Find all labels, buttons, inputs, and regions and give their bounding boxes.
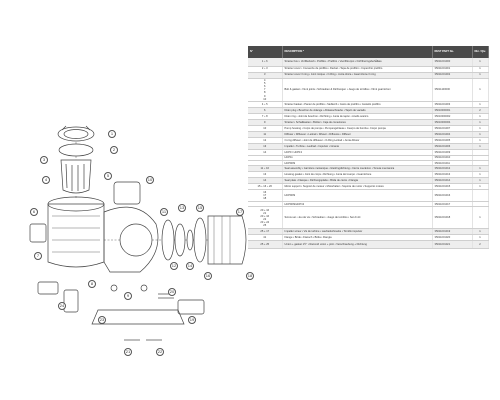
table-row	[248, 58, 488, 66]
cell-part-number: 35011001001	[432, 66, 472, 72]
cell-description: O-ring diffuser • Joint de diffuseur • O-Ring Leitrad • Junta difusor	[282, 138, 432, 144]
cell-description: HCP9/09	[282, 190, 432, 202]
outlet-port	[114, 182, 140, 204]
cell-description: Pump housing • Corps de pompe • Pumpengehäuse • Cuerpo de bomba • Corpo pompa	[282, 126, 432, 132]
cell-description: Strainer box • Vorfilterkorb • Préfiltre • Prefiltro • Voorfiltrerpot • Förfiltreringsbehållare	[282, 58, 432, 66]
cell-part-number: 35011001011	[432, 160, 472, 165]
cell-position: 20 + 16 21 20 + 16 22 23 + 24 25	[248, 207, 282, 229]
cell-quantity: 1	[472, 172, 488, 178]
cell-position: 13	[248, 172, 282, 178]
cell-part-number: 35011001021	[432, 241, 472, 249]
cell-position: 14	[248, 178, 282, 184]
exploded-view-drawing	[28, 112, 254, 364]
cell-quantity: 1	[472, 229, 488, 235]
cell-quantity: 1	[472, 126, 488, 132]
cell-description: Union + gasket 1½" • Raccord union + joint • Verschraubung + Dichtung	[282, 241, 432, 249]
cell-position: 4 ÷ 5	[248, 102, 282, 108]
callout-number: 2	[110, 146, 118, 154]
cell-position: 13	[248, 144, 282, 150]
drain-plug	[111, 285, 117, 291]
cell-description: Drain plug • Bouchon de vidange • Ablassschraube • Tapón de vaciado	[282, 108, 432, 114]
header-part-number: REST PART No.	[432, 46, 472, 58]
callout-number: 22	[157, 349, 163, 354]
callout-number: 8	[88, 280, 96, 288]
cell-position: 4 5 6 7 8 9 10	[248, 78, 282, 102]
callout-number: 14	[187, 263, 193, 268]
cell-description: Flange • Bride • Flansch • Brida • Flangia	[282, 235, 432, 241]
cell-position: 10	[248, 126, 282, 132]
cell-part-number: 35011001013	[432, 172, 472, 178]
cell-part-number: 35011001016	[432, 190, 472, 202]
table-header-row	[248, 46, 488, 58]
cell-quantity	[472, 190, 488, 202]
cell-position: 16 17 18	[248, 190, 282, 202]
cell-quantity: 1	[472, 78, 488, 102]
cell-position: 25 + 25	[248, 241, 282, 249]
callout-number: 5	[104, 172, 112, 180]
cell-position: 3	[248, 72, 282, 78]
cell-description: Drain ring • Joint de bouchon • Dichtring • Junta de tapón • Anello scarico	[282, 114, 432, 120]
strainer-housing	[48, 204, 104, 267]
cell-description: Impeller screw • Vis de turbine • Laufradschraube • Tornillo impulsor	[282, 229, 432, 235]
union-nut	[38, 282, 58, 294]
cell-part-number: 35011001006	[432, 144, 472, 150]
cell-position: 9	[248, 120, 282, 126]
cell-part-number: 35011100000	[432, 78, 472, 102]
cell-description: HCP9 / HCP13	[282, 150, 432, 155]
cell-description: Screw set • Jeu de vis • Schrauben • Juego de tornillos • Set di viti	[282, 207, 432, 229]
seal-plate	[194, 218, 206, 262]
cell-description: Seal assembly • Garniture mécanique • Gleitringdichtung • Cierre mecánico • Tenuta meccanica	[282, 166, 432, 172]
cell-description: HCP11	[282, 155, 432, 160]
cell-position: 6	[248, 108, 282, 114]
mechanical-seal	[187, 230, 193, 250]
cell-position: 7 ÷ 8	[248, 114, 282, 120]
cell-description: Impeller • Turbine • Laufrad • Impulsor • Girante	[282, 144, 432, 150]
callout-number: 1	[108, 130, 116, 138]
callout-number: 12	[171, 263, 177, 268]
parts-table-body	[248, 58, 488, 249]
cell-part-number: 35010000001	[432, 108, 472, 114]
cell-description: Diffuser • Diffuseur • Leitrad • Difusor • Diffusore • Diffusor	[282, 132, 432, 138]
cell-quantity: 1	[472, 166, 488, 172]
callout-number: 17	[237, 209, 243, 214]
cell-part-number: 35011001010	[432, 155, 472, 160]
callout-number: 7	[34, 252, 42, 260]
cell-part-number: 35011001004	[432, 132, 472, 138]
cell-description: HCP9/09/HCP13	[282, 202, 432, 207]
cell-description: Strainer cover O-ring • Joint torique • O-Ring • Junta tórica • Guarnizione O-ring	[282, 72, 432, 78]
cell-part-number: 35011001000	[432, 58, 472, 66]
header-position: N°	[248, 46, 282, 58]
diffuser	[162, 220, 174, 260]
table-row	[248, 207, 488, 229]
cell-quantity: 2	[472, 108, 488, 114]
callout-number: 3	[40, 156, 48, 164]
callout-number: 20	[169, 289, 175, 294]
cell-part-number: 35011001003	[432, 102, 472, 108]
callout-number: 19	[189, 317, 195, 322]
cell-part-number: 35011001014	[432, 178, 472, 184]
cell-part-number: 35010000002	[432, 114, 472, 120]
pump-base	[92, 310, 184, 324]
cell-quantity: 1	[472, 102, 488, 108]
cell-part-number: 35010000004	[432, 120, 472, 126]
table-row	[248, 241, 488, 249]
cell-part-number: 35011001017	[432, 202, 472, 207]
cell-position: 11 ÷ 16	[248, 166, 282, 172]
header-quantity: Nbr / Qte	[472, 46, 488, 58]
callout-number: 11	[161, 209, 167, 214]
callout-number: 9	[124, 292, 132, 300]
cell-quantity: 1	[472, 235, 488, 241]
cell-quantity: 1	[472, 114, 488, 120]
cell-part-number: 35011001007	[432, 126, 472, 132]
cell-description: Strainer • Schaltkasten • Boîtier • Caja de conexiones	[282, 120, 432, 126]
cell-description: Strainer basket • Panier de préfiltre • Siebkorb • Cesto de prefiltro • Cestello prefiltro	[282, 102, 432, 108]
cell-description: Strainer cover • Couvercle de préfiltre • Deckel • Tapa de prefiltro • Coperchio prefiltro	[282, 66, 432, 72]
cell-quantity: 1	[472, 120, 488, 126]
cell-position: 12	[248, 138, 282, 144]
cell-part-number: 35011001002	[432, 72, 472, 78]
cell-position: 14	[248, 150, 282, 155]
cell-quantity: 1	[472, 207, 488, 229]
cell-quantity: 1	[472, 138, 488, 144]
callout-number: 21	[125, 349, 131, 354]
header-description: DESCRIPTION *	[282, 46, 432, 58]
callout-number: 18	[247, 273, 253, 278]
cell-part-number: 35011001019	[432, 229, 472, 235]
cell-part-number: 35011001015	[432, 184, 472, 190]
cell-description: Motor support • Support de moteur • Motorhalter • Soporte de motor • Supporto motore	[282, 184, 432, 190]
cell-part-number: 35011001018	[432, 207, 472, 229]
lid-o-ring	[59, 144, 93, 156]
motor-foot	[178, 300, 204, 314]
pump-volute	[104, 207, 158, 272]
cell-part-number: 35011001012	[432, 166, 472, 172]
cell-description: HCP9/09	[282, 160, 432, 165]
cell-position: 11	[248, 132, 282, 138]
parts-list-table	[248, 46, 489, 249]
strainer-lid	[58, 127, 94, 141]
callout-number: 23	[99, 317, 105, 322]
cell-quantity: 1	[472, 72, 488, 78]
cell-position: 25 + 17	[248, 229, 282, 235]
callout-number: 6	[30, 208, 38, 216]
callout-number: 16	[205, 273, 211, 278]
cell-part-number: 35011001020	[432, 235, 472, 241]
cell-position: 1 ÷ 6	[248, 58, 282, 66]
cell-position: 2 ÷ 3	[248, 66, 282, 72]
table-row	[248, 190, 488, 202]
cell-part-number: 35011001005	[432, 138, 472, 144]
cell-part-number: 35011001009	[432, 150, 472, 155]
inlet-union	[30, 224, 46, 242]
motor	[208, 216, 246, 264]
cell-quantity: 1	[472, 132, 488, 138]
impeller	[175, 224, 185, 256]
callout-number: 13	[179, 205, 185, 210]
cell-quantity: 1	[472, 178, 488, 184]
callout-number: 10	[147, 177, 153, 182]
cell-quantity: 1	[472, 58, 488, 66]
table-row	[248, 78, 488, 102]
cell-quantity: 1	[472, 66, 488, 72]
cell-position: 41	[248, 235, 282, 241]
cell-position: 15 ÷ 16 ÷ 20	[248, 184, 282, 190]
cell-quantity: 1	[472, 144, 488, 150]
callout-number: 24	[59, 303, 65, 308]
cell-description: Seal plate • Flasque • Dichtungsplatte • Brida de cierre • Flangia	[282, 178, 432, 184]
cell-quantity: 1	[472, 184, 488, 190]
cell-description: Housing gasket • Joint de corps • Dichtung • Junta del cuerpo • Guarnizione	[282, 172, 432, 178]
callout-number: 15	[197, 205, 203, 210]
callout-number: 4	[42, 176, 50, 184]
cell-description: Bolt & gasket • Vis & joints • Schrauben & Dichtungen • Juego de tornillos • Viti & guarnizioni	[282, 78, 432, 102]
cell-quantity: 2	[472, 241, 488, 249]
strainer-basket	[61, 160, 91, 193]
pump-exploded-diagram	[28, 112, 254, 364]
